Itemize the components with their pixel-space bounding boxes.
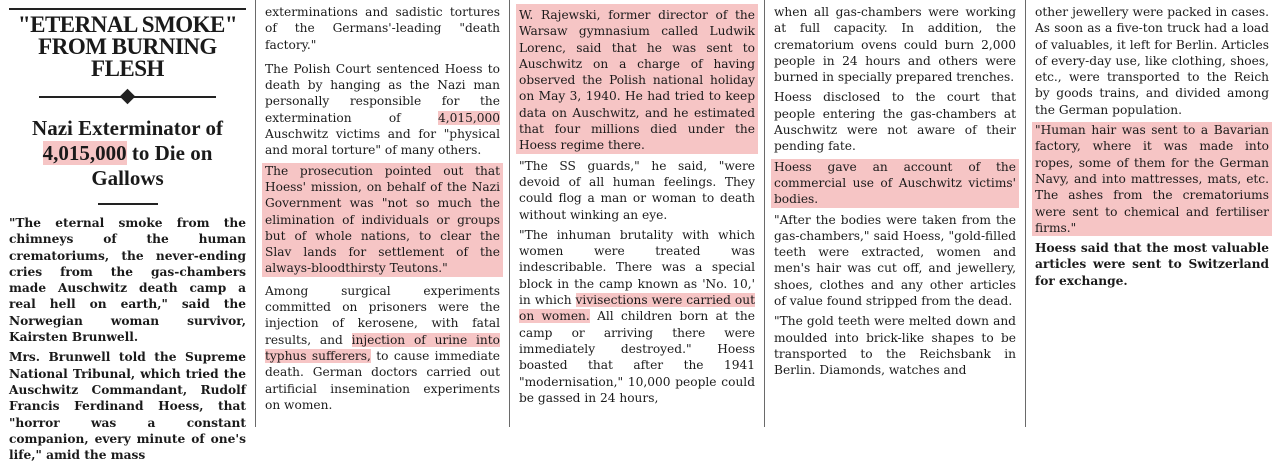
headline: "ETERNAL SMOKE" FROM BURNING FLESH (17, 12, 238, 81)
column-3 (510, 0, 765, 427)
highlighted-paragraph: "Human hair was sent to a Bavarian factory, where it was made into ropes, some of them for the German Navy, and into mattresses, mats, etc. The ashes from the crematoriums were sent to chemical and fertiliser firms." (1032, 122, 1272, 236)
paragraph-text: Auschwitz victims and for "physical and moral torture" of many others. (265, 127, 500, 158)
column-5 (1026, 0, 1278, 427)
paragraph (265, 61, 500, 159)
paragraph: "The eternal smoke from the chimneys of the human crematoriums, the never-ending cries from the gas-chambers made Auschwitz death camp a real hell on earth," said the Norwegian woman survivor, Kairsten Brunwell. (9, 216, 246, 345)
ornament-divider (39, 88, 216, 106)
paragraph-text: to cause immediate death. German doctors carried out artificial insemination experiments on women. (265, 348, 500, 412)
column-1 (0, 0, 256, 463)
paragraph-text: The Polish Court sentenced Hoess to death by hanging as the Nazi man personally responsible for the extermination of (265, 61, 500, 125)
highlight-number: 4,015,000 (42, 141, 127, 165)
paragraph: other jewellery were packed in cases. As soon as a five-ton truck had a load of valuables, it left for Berlin. Articles of every-day use, like clothing, shoes, etc., were transported to the Reich by goods trains, and divided among the German population. (1035, 5, 1269, 117)
column-4 (765, 0, 1026, 427)
paragraph: Mrs. Brunwell told the Supreme National Tribunal, which tried the Auschwitz Commandant, Rudolf Francis Ferdinand Hoess, that "horror was a constant companion, every minute of one's life," amid the mass (9, 350, 246, 463)
paragraph-text: "The inhuman brutality with which women were treated was indescribable. There was a special block in the camp known as 'No. 10,' in which (519, 227, 755, 308)
highlighted-phrase: injection of urine into typhus sufferers, (265, 332, 501, 363)
highlighted-paragraph: Hoess gave an account of the commercial use of Auschwitz victims' bodies. (771, 159, 1019, 208)
paragraph (519, 227, 755, 406)
paragraph-text: Among surgical experiments committed on prisoners were the injection of kerosene, with fatal results, and (265, 283, 500, 347)
top-rule (9, 8, 246, 10)
paragraph: "The SS guards," he said, "were devoid of all human feelings. They could flog a man or woman to death without winking an eye. (519, 158, 755, 222)
highlighted-paragraph: The prosecution pointed out that Hoess' mission, on behalf of the Nazi Government was "not so much the elimination of individuals or groups but of whole nations, to clear the Slav lands for settlement of the always-bloodthirsty Teutons." (262, 163, 503, 277)
paragraph (265, 283, 500, 413)
subheadline (9, 116, 246, 191)
paragraph: "The gold teeth were melted down and moulded into brick-like shapes to be transported to the Reichsbank in Berlin. Diamonds, watches and (774, 314, 1016, 378)
paragraph: when all gas-chambers were working at full capacity. In addition, the crematorium ovens could burn 2,000 people in 24 hours and others were burned in specially prepared trenches. (774, 5, 1016, 85)
paragraph: Hoess said that the most valuable articles were sent to Switzerland for exchange. (1035, 241, 1269, 288)
subheadline-text-2: to Die on Gallows (91, 141, 213, 190)
short-rule (98, 203, 158, 205)
column-2 (256, 0, 510, 427)
highlighted-phrase: vivisections were carried out on women. (519, 293, 755, 324)
highlighted-paragraph: W. Rajewski, former director of the Warsaw gymnasium called Ludwik Lorenc, said that he was sent to Auschwitz on a charge of having observed the Polish national holiday on May 3, 1940. He had tried to keep data on Auschwitz, and he estimated that four millions died under the Hoess regime there. (516, 4, 758, 154)
subheadline-text: Nazi Exterminator of (32, 116, 223, 140)
paragraph: exterminations and sadistic tortures of the Germans'-leading "death factory." (265, 5, 500, 52)
paragraph-text: All children born at the camp or arriving there were immediately destroyed." Hoess boasted that after the 1941 "modernisation," 10,000 people could be gassed in 24 hours, (519, 309, 755, 405)
paragraph: "After the bodies were taken from the gas-chambers," said Hoess, "gold-filled teeth were extracted, women and men's hair was cut off, and jewellery, shoes, clothes and any other articles of value found stripped from the dead. (774, 212, 1016, 309)
paragraph: Hoess disclosed to the court that people entering the gas-chambers at Auschwitz were not aware of their pending fate. (774, 90, 1016, 154)
highlight-number: 4,015,000 (437, 110, 500, 125)
